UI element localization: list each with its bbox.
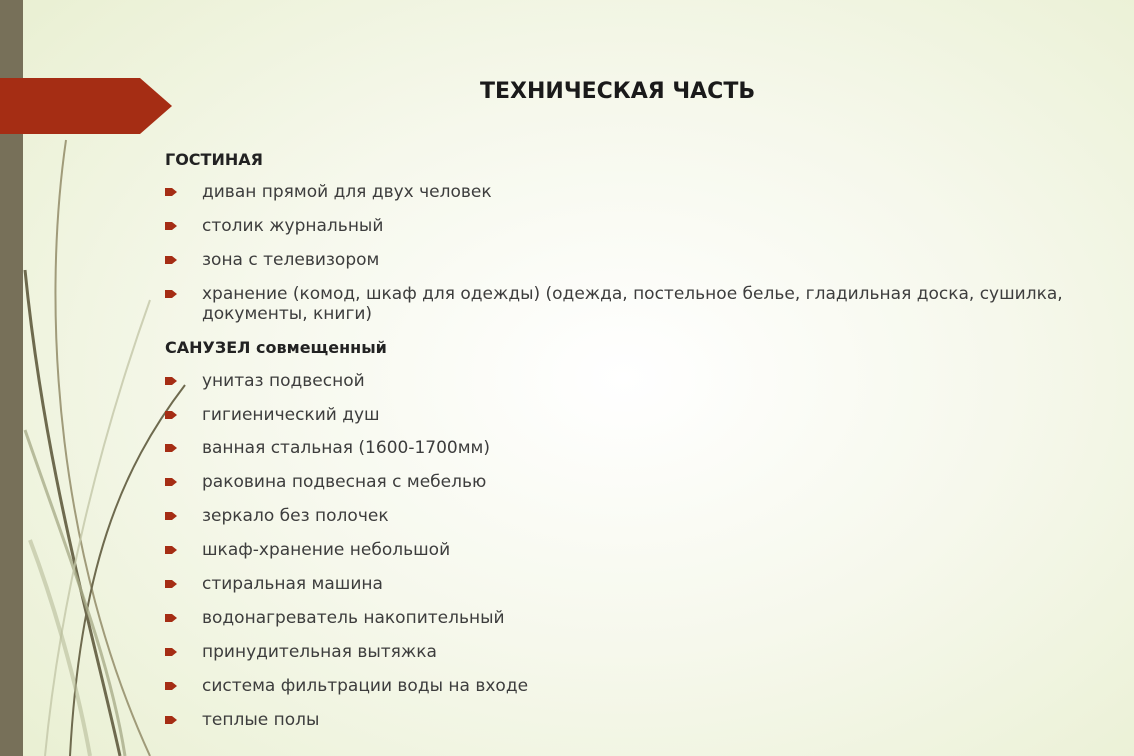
bullet-list-item [165, 506, 1085, 526]
arrow-right-icon [165, 545, 177, 555]
bullet-text: ванная стальная (1600-1700мм) [202, 438, 491, 458]
bullet-list-item [165, 472, 1085, 492]
bullet-text: теплые полы [202, 710, 320, 730]
arrow-right-icon [165, 187, 177, 197]
bullet-text: система фильтрации воды на входе [202, 676, 529, 696]
arrow-right-icon [165, 443, 177, 453]
bullet-list-item [165, 642, 1085, 662]
arrow-right-icon [165, 410, 177, 420]
title-accent-arrow [0, 78, 172, 134]
bullet-list-item [165, 405, 1085, 425]
slide-title: ТЕХНИЧЕСКАЯ ЧАСТЬ [480, 79, 756, 104]
bullet-text: зона с телевизором [202, 250, 380, 270]
arrow-right-icon [165, 376, 177, 386]
section-heading: ГОСТИНАЯ [165, 150, 263, 169]
arrow-right-icon [165, 613, 177, 623]
bullet-list-item [165, 540, 1085, 560]
bullet-text: стиральная машина [202, 574, 383, 594]
bullet-text: водонагреватель накопительный [202, 608, 505, 628]
bullet-list-item [165, 371, 1085, 391]
arrow-right-icon [165, 221, 177, 231]
bullet-list-item [165, 182, 1085, 202]
section-heading: САНУЗЕЛ совмещенный [165, 338, 387, 357]
bullet-text: диван прямой для двух человек [202, 182, 492, 202]
bullet-text: гигиенический душ [202, 405, 380, 425]
arrow-right-icon [165, 289, 177, 299]
bullet-list-item [165, 250, 1085, 270]
bullet-list-item [165, 574, 1085, 594]
bullet-text: унитаз подвесной [202, 371, 365, 391]
bullet-list-item [165, 608, 1085, 628]
arrow-right-icon [165, 579, 177, 589]
bullet-text: зеркало без полочек [202, 506, 389, 526]
arrow-right-icon [165, 477, 177, 487]
bullet-list-item [165, 284, 1085, 324]
arrow-right-icon [165, 511, 177, 521]
bullet-list-item [165, 710, 1085, 730]
arrow-right-icon [165, 647, 177, 657]
bullet-list-item [165, 676, 1085, 696]
arrow-right-icon [165, 715, 177, 725]
bullet-list-item [165, 216, 1085, 236]
arrow-right-icon [165, 255, 177, 265]
bullet-text: принудительная вытяжка [202, 642, 437, 662]
bullet-text: столик журнальный [202, 216, 384, 236]
bullet-text: хранение (комод, шкаф для одежды) (одежда, постельное белье, гладильная доска, сушилка, документы, книги) [202, 284, 1063, 324]
bullet-text: шкаф-хранение небольшой [202, 540, 451, 560]
bullet-list-item [165, 438, 1085, 458]
arrow-right-icon [165, 681, 177, 691]
bullet-text: раковина подвесная с мебелью [202, 472, 487, 492]
